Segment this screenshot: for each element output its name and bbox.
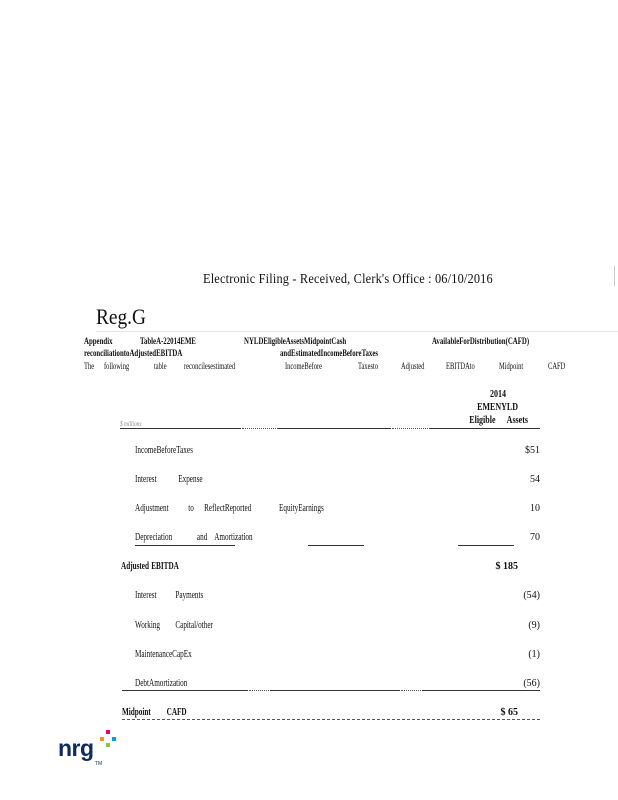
logo-trademark: TM [95,761,103,767]
reg-g-heading: Reg.G [96,304,147,329]
desc-word: Adjusted [401,361,425,371]
table-row: Adjustment to ReflectReported EquityEarnings 10 [135,503,540,514]
underline [422,690,540,691]
dotted-rule [401,690,421,691]
title-part: AvailableForDistribution(CAFD) [432,337,530,347]
table-row: Interest Payments (54) [135,590,540,601]
table-row: IncomeBeforeTaxes $51 [135,445,540,456]
units-label: $ millions [120,419,142,428]
row-value: (9) [528,620,540,631]
desc-word: reconcilesestimated [184,361,236,371]
row-value: 10 [530,503,540,514]
filing-stamp: Electronic Filing - Received, Clerk's Office : 06/10/2016 [203,272,493,287]
row-value: $51 [525,445,540,456]
desc-word: following [104,361,130,371]
logo-wordmark: nrg [58,735,94,761]
title-part: reconciliationtoAdjustedEBITDA [84,349,183,359]
underline [120,428,241,429]
page-edge-line [614,266,615,286]
underline [458,545,514,546]
row-value: (56) [523,678,540,689]
table-row-total: Midpoint CAFD $ 65 [122,707,518,718]
desc-word: Midpoint [499,361,524,371]
row-value: (1) [528,649,540,660]
table-row: Working Capital/other (9) [135,620,540,631]
table-id: TableA-22014EME [140,337,197,347]
row-value: 70 [530,532,540,543]
underline [278,428,391,429]
underline [135,545,235,546]
dotted-rule [392,428,430,429]
underline [270,690,400,691]
title-part: andEstimatedIncomeBeforeTaxes [280,349,379,359]
desc-word: Taxesto [358,361,379,371]
desc-word: EBITDAto [446,361,475,371]
desc-word: CAFD [548,361,566,371]
logo-mark-icon [98,729,120,751]
underline [122,690,248,691]
row-value: (54) [523,590,540,601]
header-rule [96,331,618,332]
appendix-label: Appendix [84,337,113,347]
dotted-rule [242,428,278,429]
table-row: MaintenanceCapEx (1) [135,649,540,660]
column-entity: EMENYLD [477,402,519,413]
table-row: Depreciation and Amortization 70 [135,532,540,543]
underline [430,428,540,429]
dotted-rule [249,690,269,691]
desc-word: The [84,361,95,371]
table-row-total: Adjusted EBITDA $ 185 [121,561,518,572]
row-value: $ 65 [500,707,518,718]
title-part: NYLDEligibleAssetsMidpointCash [244,337,347,347]
column-year: 2014 [490,389,506,400]
desc-word: table [154,361,167,371]
row-value: $ 185 [495,561,518,572]
table-row: Interest Expense 54 [135,474,540,485]
column-subheading: Eligible Assets [469,415,528,426]
table-row: DebtAmortization (56) [135,678,540,689]
row-value: 54 [530,474,540,485]
desc-word: IncomeBefore [285,361,323,371]
nrg-logo [58,733,128,773]
underline [308,545,364,546]
double-rule [122,719,540,720]
